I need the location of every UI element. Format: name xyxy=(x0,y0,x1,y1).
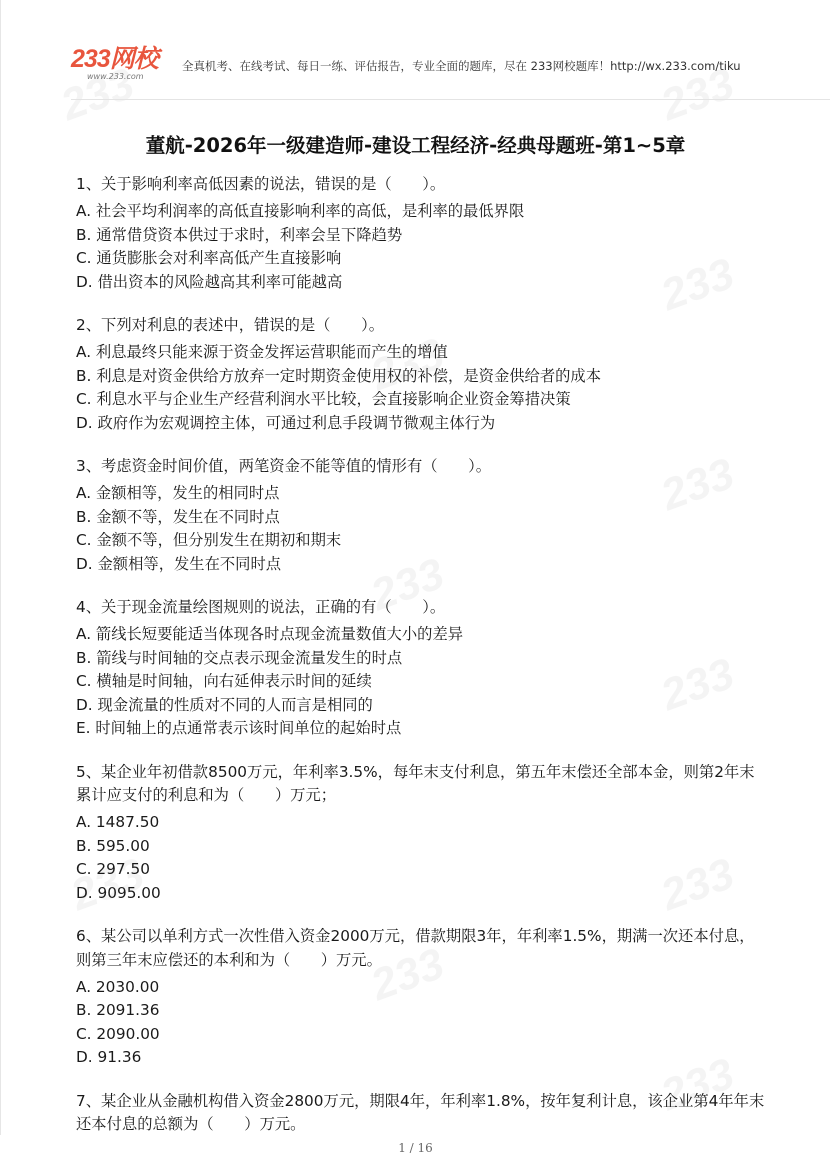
header-slogan: 全真机考、在线考试、每日一练、评估报告，专业全面的题库，尽在 233网校题库！http://wx.233.com/tiku xyxy=(182,59,741,73)
question-item xyxy=(76,596,766,741)
question-stem: 4、关于现金流量绘图规则的说法，正确的有（ ）。 xyxy=(76,598,446,616)
question-stem: 2、下列对利息的表述中，错误的是（ ）。 xyxy=(76,316,385,334)
answer-option: A. 箭线长短要能适当体现各时点现金流量数值大小的差异 xyxy=(76,625,464,643)
answer-option: A. 2030.00 xyxy=(76,977,160,996)
logo-url: www.233.com xyxy=(87,72,144,81)
answer-option: B. 2091.36 xyxy=(76,1001,160,1019)
answer-option: D. 借出资本的风险越高其利率可能越高 xyxy=(76,272,343,291)
answer-option: D. 政府作为宏观调控主体，可通过利息手段调节微观主体行为 xyxy=(76,413,496,432)
answer-option: E. 时间轴上的点通常表示该时间单位的起始时点 xyxy=(76,719,402,737)
question-item xyxy=(76,761,766,906)
answer-option: C. 利息水平与企业生产经营利润水平比较，会直接影响企业资金筹措决策 xyxy=(76,390,571,408)
question-list xyxy=(76,173,766,1157)
document-title: 董航-2026年一级建造师-建设工程经济-经典母题班-第1~5章 xyxy=(145,134,686,157)
header-divider xyxy=(71,99,830,100)
answer-option: D. 现金流量的性质对不同的人而言是相同的 xyxy=(76,695,373,714)
answer-option: B. 金额不等，发生在不同时点 xyxy=(76,507,280,526)
answer-option: C. 通货膨胀会对利率高低产生直接影响 xyxy=(76,249,342,267)
question-stem: 7、某企业从金融机构借入资金2800万元，期限4年，年利率1.8%，按年复利计息，该企业第4年年末还本付息的总额为（ ）万元。 xyxy=(76,1091,765,1133)
answer-option: C. 横轴是时间轴，向右延伸表示时间的延续 xyxy=(76,672,372,690)
answer-option: B. 通常借贷资本供过于求时，利率会呈下降趋势 xyxy=(76,225,403,244)
question-item xyxy=(76,925,766,1070)
answer-option: D. 9095.00 xyxy=(76,883,161,902)
question-stem: 6、某公司以单利方式一次性借入资金2000万元，借款期限3年，年利率1.5%，期满一次还本付息，则第三年末应偿还的本利和为（ ）万元。 xyxy=(76,927,755,969)
answer-option: B. 利息是对资金供给方放弃一定时期资金使用权的补偿，是资金供给者的成本 xyxy=(76,366,602,385)
question-item xyxy=(76,1090,766,1137)
answer-option: D. 91.36 xyxy=(76,1048,142,1066)
question-stem: 1、关于影响利率高低因素的说法，错误的是（ ）。 xyxy=(76,175,446,193)
answer-option: A. 社会平均利润率的高低直接影响利率的高低，是利率的最低界限 xyxy=(76,202,525,220)
answer-option: C. 金额不等，但分别发生在期初和期末 xyxy=(76,531,342,549)
answer-option: A. 利息最终只能来源于资金发挥运营职能而产生的增值 xyxy=(76,343,448,361)
page-indicator: 1 / 16 xyxy=(398,1141,433,1155)
answer-option: D. 金额相等，发生在不同时点 xyxy=(76,554,282,573)
site-logo xyxy=(71,46,158,81)
question-item xyxy=(76,314,766,435)
answer-option: B. 箭线与时间轴的交点表示现金流量发生的时点 xyxy=(76,648,403,667)
logo-text: 233网校 xyxy=(71,45,158,73)
answer-option: C. 2090.00 xyxy=(76,1024,160,1043)
answer-option: A. 金额相等，发生的相同时点 xyxy=(76,484,280,502)
answer-option: C. 297.50 xyxy=(76,860,150,878)
question-item xyxy=(76,173,766,294)
answer-option: B. 595.00 xyxy=(76,836,150,855)
answer-option: A. 1487.50 xyxy=(76,813,160,831)
question-item xyxy=(76,455,766,576)
question-stem: 5、某企业年初借款8500万元，年利率3.5%，每年末支付利息，第五年末偿还全部本金，则第2年末累计应支付的利息和为（ ）万元； xyxy=(76,762,755,804)
question-stem: 3、考虑资金时间价值，两笔资金不能等值的情形有（ ）。 xyxy=(76,457,492,475)
